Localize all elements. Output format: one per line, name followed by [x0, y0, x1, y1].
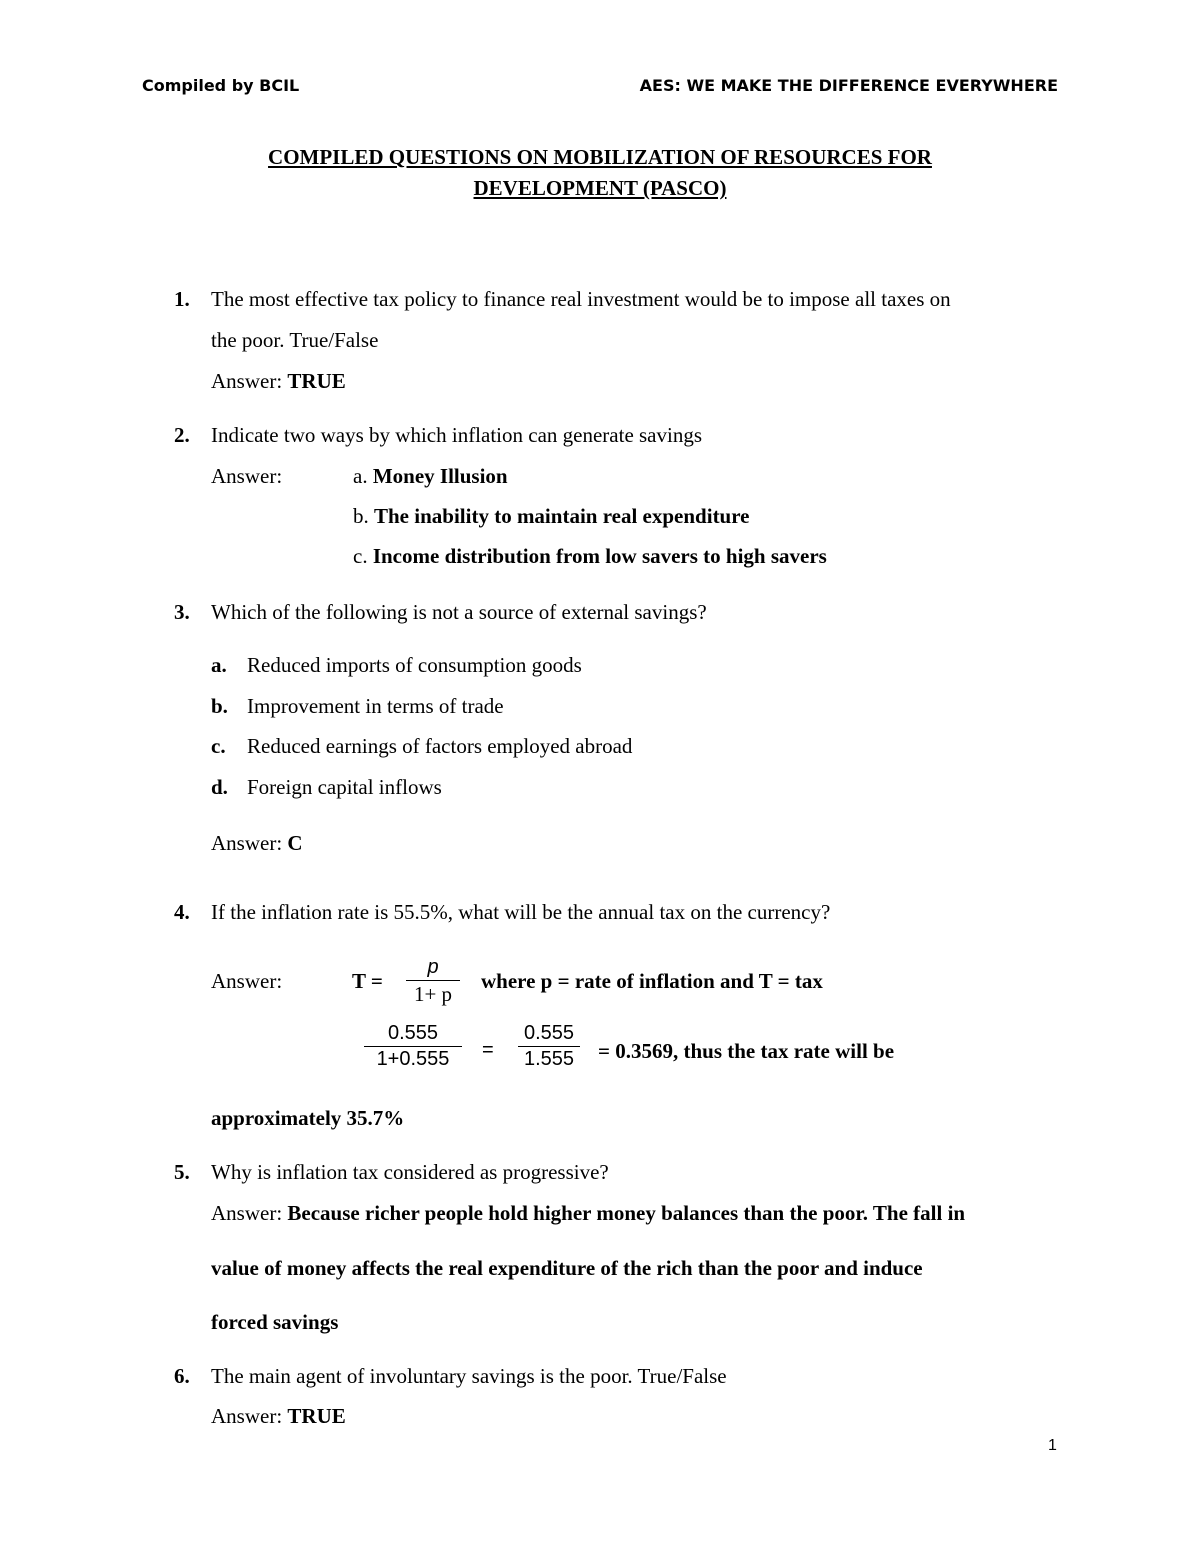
question-text: If the inflation rate is 55.5%, what will be the annual tax on the currency?: [211, 900, 831, 924]
question-text: Why is inflation tax considered as progressive?: [211, 1160, 609, 1184]
answer-label: Answer:: [211, 1404, 288, 1428]
answer-value: Money Illusion: [372, 464, 508, 488]
header-left: Compiled by BCIL: [142, 76, 300, 95]
answer-letter: c.: [353, 544, 373, 568]
answer-value: C: [287, 831, 303, 855]
answer-label: Answer:: [211, 1201, 288, 1225]
calc-numerator: 0.555: [364, 1022, 462, 1047]
answer-value: Because richer people hold higher money balances than the poor. The fall in: [287, 1201, 966, 1225]
formula-fraction: [406, 956, 460, 1007]
page-number: 1: [1048, 1437, 1057, 1454]
answer-value: TRUE: [287, 369, 346, 393]
answer-value-cont: forced savings: [211, 1310, 339, 1334]
question-number: 1.: [174, 287, 190, 311]
calc-fraction-2: [518, 1022, 580, 1071]
option-text: Improvement in terms of trade: [247, 694, 504, 718]
answer-item: [353, 544, 827, 569]
option-letter: a.: [211, 653, 227, 677]
answer-label: Answer:: [211, 831, 288, 855]
calc-numerator: 0.555: [518, 1022, 580, 1047]
page-title-line-2: DEVELOPMENT (PASCO): [473, 176, 727, 200]
question-text: The most effective tax policy to finance real investment would be to impose all taxes on: [211, 287, 951, 311]
option-letter: d.: [211, 775, 228, 799]
answer-value: Income distribution from low savers to high savers: [372, 544, 827, 568]
header-right: AES: WE MAKE THE DIFFERENCE EVERYWHERE: [639, 76, 1058, 95]
question-number: 3.: [174, 600, 190, 624]
answer-label: Answer:: [211, 969, 283, 993]
answer-line: [211, 1201, 965, 1226]
calc-result-cont: approximately 35.7%: [211, 1106, 405, 1130]
question-text: Which of the following is not a source of external savings?: [211, 600, 707, 624]
formula-lhs: T =: [352, 969, 383, 993]
formula-description: where p = rate of inflation and T = tax: [481, 969, 823, 993]
option-letter: c.: [211, 734, 226, 758]
answer-line: [211, 369, 346, 394]
question-text-cont: the poor. True/False: [211, 328, 379, 352]
answer-line: [211, 831, 303, 856]
page-title-line-1: COMPILED QUESTIONS ON MOBILIZATION OF RESOURCES FOR: [268, 145, 932, 169]
answer-value: TRUE: [287, 1404, 346, 1428]
question-number: 2.: [174, 423, 190, 447]
calc-denominator: 1+0.555: [376, 1048, 450, 1070]
question-text: The main agent of involuntary savings is the poor. True/False: [211, 1364, 727, 1388]
answer-item: [353, 504, 750, 529]
calc-result: = 0.3569, thus the tax rate will be: [598, 1039, 895, 1063]
option-letter: b.: [211, 694, 228, 718]
question-text: Indicate two ways by which inflation can generate savings: [211, 423, 703, 447]
calc-denominator: 1.555: [523, 1048, 575, 1070]
question-number: 6.: [174, 1364, 190, 1388]
answer-value: The inability to maintain real expenditure: [374, 504, 750, 528]
answer-value-cont: value of money affects the real expenditure of the rich than the poor and induce: [211, 1256, 923, 1280]
answer-line: [211, 1404, 346, 1429]
answer-label: Answer:: [211, 369, 288, 393]
question-number: 4.: [174, 900, 190, 924]
answer-item: [353, 464, 508, 489]
formula-numerator: p: [406, 956, 460, 981]
option-text: Reduced imports of consumption goods: [247, 653, 582, 677]
option-text: Foreign capital inflows: [247, 775, 442, 799]
equals-sign: =: [482, 1039, 494, 1061]
calc-fraction-1: [364, 1022, 462, 1071]
option-text: Reduced earnings of factors employed abroad: [247, 734, 633, 758]
formula-denominator: 1+ p: [413, 982, 453, 1006]
answer-letter: b.: [353, 504, 374, 528]
answer-letter: a.: [353, 464, 373, 488]
answer-label: Answer:: [211, 464, 283, 488]
question-number: 5.: [174, 1160, 190, 1184]
